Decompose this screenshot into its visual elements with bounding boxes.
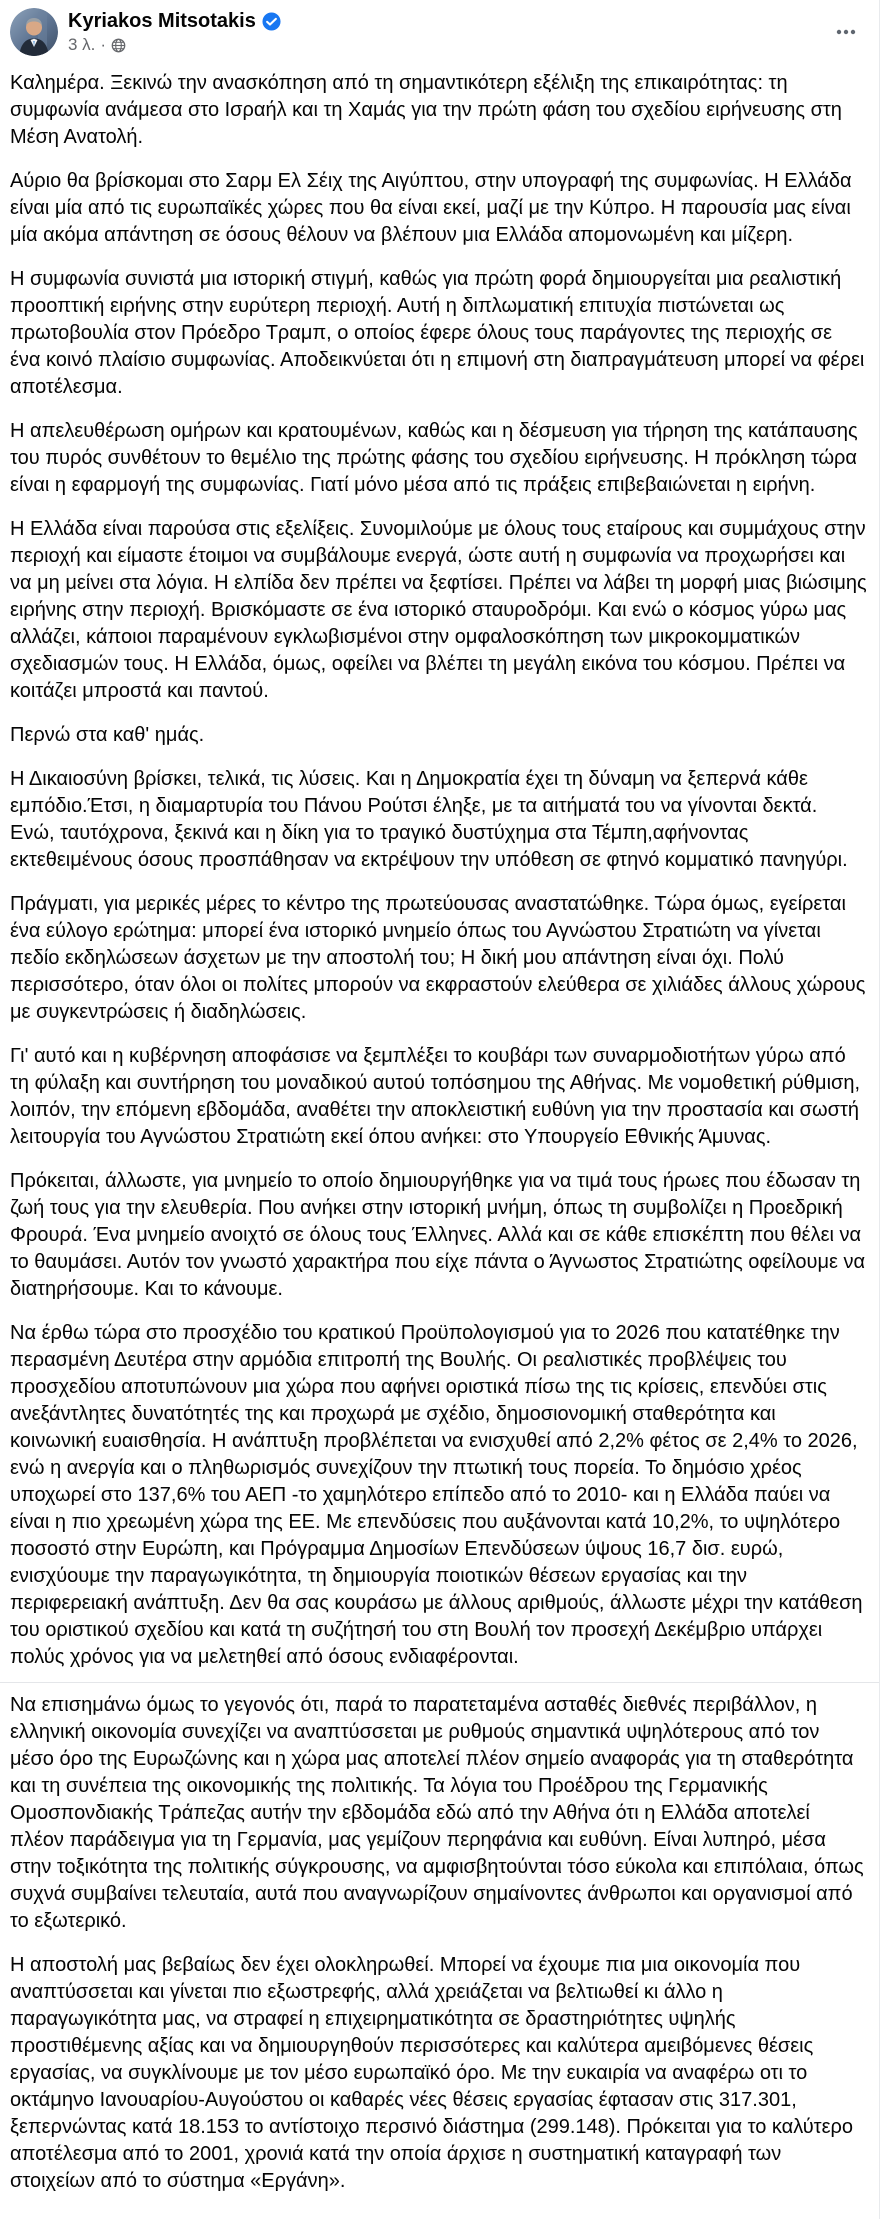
post-paragraph: Πρόκειται, άλλωστε, για μνημείο το οποίο δημιουργήθηκε για να τιμά τους ήρωες που έδωσαν τη ζωή τους για την ελευθερία. Που ανήκει στην ιστορική μνήμη, όπως τη συμβολίζει η Προεδρική Φρουρά. Ένα μνημείο ανοιχτό σε όλους τους Έλληνες. Αλλά και σε κάθε επισκέπτη που θέλει να το θαυμάσει. Αυτόν τον γνωστό χαρακτήρα που είχε πάντα ο Άγνωστος Στρατιώτης οφείλουμε να διατηρήσουμε. Και το κάνουμε. (10, 1170, 871, 1300)
post-paragraph: Η Δικαιοσύνη βρίσκει, τελικά, τις λύσεις. Και η Δημοκρατία έχει τη δύναμη να ξεπερνά κάθε εμπόδιο.Έτσι, η διαμαρτυρία του Πάνου Ρούτσι έληξε, με τα αιτήματά του να γίνονται δεκτά. Ενώ, ταυτόχρονα, ξεκινά και η δίκη για το τραγικό δυστύχημα στα Τέμπη,αφήνοντας εκτεθειμένους όσους προσπάθησαν να εκτρέψουν την υπόθεση σε φτηνό κομματικό πανηγύρι. (10, 768, 848, 871)
post-body (10, 70, 873, 2195)
avatar-image (10, 8, 58, 56)
avatar[interactable] (10, 8, 58, 56)
meta-separator: · (100, 35, 107, 54)
three-dots-icon (835, 21, 857, 43)
post-meta (68, 35, 281, 55)
post-paragraph: Πράγματι, για μερικές μέρες το κέντρο της πρωτεύουσας αναστατώθηκε. Τώρα όμως, εγείρεται ένα εύλογο ερώτημα: μπορεί ένα ιστορικό μνημείο όπως του Αγνώστου Στρατιώτη να γίνεται πεδίο εκδηλώσεων άσχετων με την αποστολή του; Η δική μου απάντηση είναι όχι. Πολύ περισσότερο, όταν όλοι οι πολίτες μπορούν να εκφραστούν ελεύθερα σε χιλιάδες άλλους χώρους με συγκεντρώσεις ή διαδηλώσεις. (10, 893, 871, 1023)
post-paragraph: Γι' αυτό και η κυβέρνηση αποφάσισε να ξεμπλέξει το κουβάρι των συναρμοδιοτήτων γύρω από τη φύλαξη και συντήρηση του μοναδικού αυτού τοπόσημου της Αθήνας. Με νομοθετική ρύθμιση, λοιπόν, την επόμενη εβδομάδα, αναθέτει την αποκλειστική ευθύνη για την προστασία και σωστή λειτουργία του Αγνώστου Στρατιώτη εκεί όπου ανήκει: στο Υπουργείο Εθνικής Άμυνας. (10, 1045, 866, 1148)
post-paragraph: Να έρθω τώρα στο προσχέδιο του κρατικού Προϋπολογισμού για το 2026 που κατατέθηκε την περασμένη Δευτέρα στην αρμόδια επιτροπή της Βουλής. Οι ρεαλιστικές προβλέψεις του προσχεδίου αποτυπώνουν μια χώρα που αφήνει οριστικά πίσω της τις κρίσεις, επενδύει στις ανεξάντλητες δυνατότητές της και προχωρά με σχέδιο, δημοσιονομική σταθερότητα και κοινωνική ευαισθησία. Η ανάπτυξη προβλέπεται να ενισχυθεί από 2,2% φέτος σε 2,4% το 2026, ενώ η ανεργία και ο πληθωρισμός συνεχίζουν την πτωτική τους πορεία. Το δημόσιο χρέος υποχωρεί στο 137,6% του ΑΕΠ -το χαμηλότερο επίπεδο από το 2010- και η Ελλάδα παύει να είναι η πιο χρεωμένη χώρα της ΕΕ. Με επενδύσεις που αυξάνονται κατά 10,2%, το υψηλότερο ποσοστό στην Ευρώπη, και Πρόγραμμα Δημοσίων Επενδύσεων ύψους 16,7 δισ. ευρώ, ενισχύουμε την παραγωγικότητα, τη δημιουργία ποιοτικών θέσεων εργασίας και την περιφερειακή ανάπτυξη. Δεν θα σας κουράσω με άλλους αριθμούς, άλλωστε μέχρι την κατάθεση του οριστικού σχεδίου και κατά τη συζήτησή του στη Βουλή τον προσεχή Δεκέμβριο υπάρχει πολύς χρόνος για να μελετηθεί από όσους ενδιαφέρονται. (10, 1322, 869, 1668)
post-paragraph: Η Ελλάδα είναι παρούσα στις εξελίξεις. Συνομιλούμε με όλους τους εταίρους και συμμάχους στην περιοχή και είμαστε έτοιμοι να συμβάλουμε ενεργά, ώστε αυτή η συμφωνία να προχωρήσει και να μη μείνει στα λόγια. Η ελπίδα δεν πρέπει να ξεφτίσει. Πρέπει να λάβει τη μορφή μιας βιώσιμης ειρήνης στην περιοχή. Βρισκόμαστε σε ένα ιστορικό σταυροδρόμι. Και ενώ ο κόσμος γύρω μας αλλάζει, κάποιοι παραμένουν εγκλωβισμένοι στην ομφαλοσκόπηση των μικροκομματικών σχεδιασμών τους. Η Ελλάδα, όμως, οφείλει να βλέπει τη μεγάλη εικόνα του κόσμου. Πρέπει να κοιτάζει μπροστά και παντού. (10, 518, 873, 702)
post-header (10, 8, 867, 56)
post-paragraph: Περνώ στα καθ' ημάς. (10, 724, 205, 746)
post-paragraph: Αύριο θα βρίσκομαι στο Σαρμ Ελ Σέιχ της Αιγύπτου, στην υπογραφή της συμφωνίας. Η Ελλάδα είναι μία από τις ευρωπαϊκές χώρες που θα είναι εκεί, μαζί με την Κύπρο. Η παρουσία μας είναι μία ακόμα απάντηση σε όσους θέλουν να βλέπουν μια Ελλάδα απομονωμένη και μίζερη. (10, 170, 858, 246)
verified-icon (262, 12, 281, 31)
post-paragraph: Η απελευθέρωση ομήρων και κρατουμένων, καθώς και η δέσμευση για τήρηση της κατάπαυσης του πυρός συνθέτουν το θεμέλιο της πρώτης φάσης του σχεδίου ειρήνευσης. Η πρόκληση τώρα είναι η εφαρμογή της συμφωνίας. Γιατί μόνο μέσα από τις πράξεις επιβεβαιώνεται η ειρήνη. (10, 420, 864, 496)
public-globe-icon (111, 38, 126, 53)
post-paragraph: Η συμφωνία συνιστά μια ιστορική στιγμή, καθώς για πρώτη φορά δημιουργείται μια ρεαλιστική προοπτική ειρήνης στην ευρύτερη περιοχή. Αυτή η διπλωματική επιτυχία πιστώνεται ως πρωτοβουλία στον Πρόεδρο Τραμπ, ο οποίος έφερε όλους τους παράγοντες της περιοχής σε ένα κοινό πλαίσιο συμφωνίας. Αποδεικνύεται ότι η επιμονή στη διαπραγμάτευση μπορεί να φέρει αποτέλεσμα. (10, 268, 870, 398)
text-divider (0, 1682, 879, 1683)
author-name[interactable]: Kyriakos Mitsotakis (68, 10, 256, 32)
header-text (68, 8, 281, 56)
more-options-button[interactable] (827, 13, 865, 51)
timestamp[interactable]: 3 λ. (68, 35, 96, 54)
post-paragraph: Η αποστολή μας βεβαίως δεν έχει ολοκληρωθεί. Μπορεί να έχουμε πια μια οικονομία που αναπτύσσεται και γίνεται πιο εξωστρεφής, αλλά χρειάζεται να βελτιωθεί κι άλλο η παραγωγικότητα μας, να στραφεί η επιχειρηματικότητα σε δραστηριότητες υψηλής προστιθέμενης αξίας και να δημιουργηθούν περισσότερες και καλύτερα αμειβόμενες θέσεις εργασίας, να συγκλίνουμε με τον μέσο ευρωπαϊκό όρο. Με την ευκαιρία να αναφέρω οτι το οκτάμηνο Ιανουαρίου-Αυγούστου οι καθαρές νέες θέσεις εργασίας έφτασαν στις 317.301, ξεπερνώντας κατά 18.153 το αντίστοιχο περσινό διάστημα (299.148). Πρόκειται για το καλύτερο αποτέλεσμα από το 2001, χρονιά κατά την οποία άρχισε η συστηματική καταγραφή των στοιχείων από το σύστημα «Εργάνη». (10, 1954, 859, 2192)
post-paragraph: Να επισημάνω όμως το γεγονός ότι, παρά το παρατεταμένα ασταθές διεθνές περιβάλλον, η ελληνική οικονομία συνεχίζει να αναπτύσσεται με ρυθμούς σημαντικά υψηλότερους από τον μέσο όρο της Ευρωζώνης και η χώρα μας αποτελεί πλέον σημείο αναφοράς για τη σταθερότητα και τη συνέπεια της οικονομικής της πολιτικής. Τα λόγια του Προέδρου της Γερμανικής Ομοσπονδιακής Τράπεζας αυτήν την εβδομάδα εδώ από την Αθήνα ότι η Ελλάδα αποτελεί πλέον παράδειγμα για τη Γερμανία, μας γεμίζουν περηφάνια και ευθύνη. Είναι λυπηρό, μέσα στην τοξικότητα της πολιτικής σύγκρουσης, να αμφισβητούνται τόσο εύκολα και επιπόλαια, όπως συχνά συμβαίνει τελευταία, αυτά που αναγνωρίζουν σημαίνοντες άνθρωποι και οργανισμοί από το εξωτερικό. (10, 1694, 870, 1932)
post-paragraph: Καλημέρα. Ξεκινώ την ανασκόπηση από τη σημαντικότερη εξέλιξη της επικαιρότητας: τη συμφωνία ανάμεσα στο Ισραήλ και τη Χαμάς για την πρώτη φάση του σχεδίου ειρήνευσης στη Μέση Ανατολή. (10, 72, 848, 148)
